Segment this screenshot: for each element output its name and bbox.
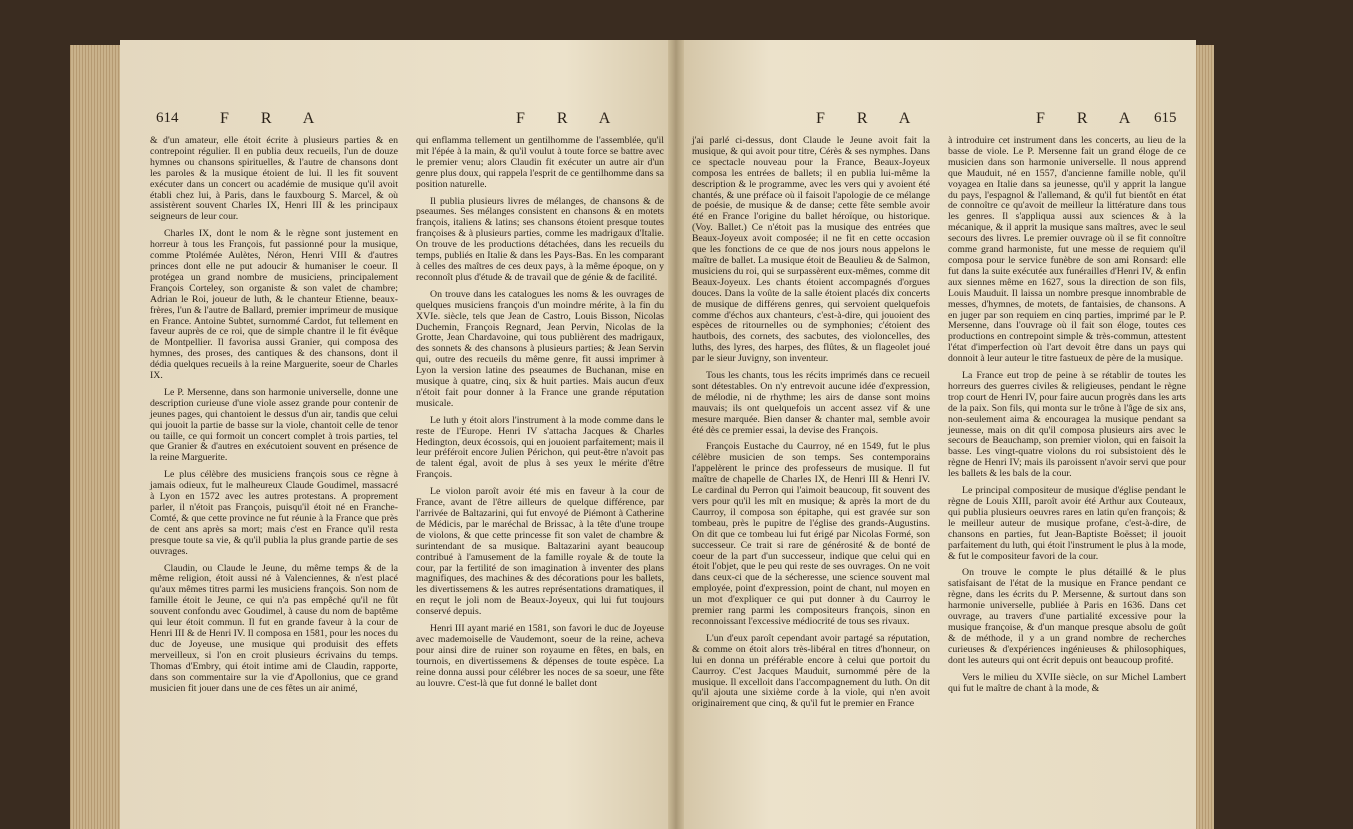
book-page-edges-right xyxy=(1196,45,1214,829)
paragraph: Henri III ayant marié en 1581, son favori le duc de Joyeuse avec mademoiselle de Vaudemont, soeur de la reine, acheva pour ainsi dire de ruiner son royaume en fêtes, en bals, en tournois, en divertissemens & dépenses de toute espèce. La reine donna aussi pour célébrer les noces de sa soeur, une fête au louvre. C'est-là que fut donné le ballet dont xyxy=(416,623,664,689)
right-page xyxy=(676,40,1196,829)
paragraph: Le violon paroît avoir été mis en faveur à la cour de France, avant de l'être ailleurs de quelque différence, par l'arrivée de Baltazarini, qui fut envoyé de Piémont à Catherine de Médicis, par le maréchal de Brissac, à la tête d'une troupe de violons, & que cette princesse fit son valet de chambre & surintendant de sa musique. Baltazarini ayant beaucoup contribué à l'amusement de la famille royale & de toute la cour, par la fertilité de son imagination à inventer des plans magnifiques, des machines & des décorations pour les ballets, les divertissemens & les autres représentations dramatiques, il en reçut le joli nom de Beaux-Joyeux, qui lui fut toujours conservé depuis. xyxy=(416,486,664,618)
book-page-edges-left xyxy=(70,45,122,829)
paragraph: à introduire cet instrument dans les concerts, au lieu de la basse de viole. Le P. Mersenne fait un grand éloge de ce musicien dans son harmonie universelle. Il nous apprend que Mauduit, né en 1557, d'ancienne famille noble, qu'il voyagea en Italie dans sa jeunesse, qu'il y apprit la langue du pays, l'espagnol & l'allemand, & qu'il fut bientôt en état de connoître ce qu'avoit de meilleur la littérature dans tous les genres. Il s'appliqua aussi aux sciences & à la mécanique, & il apprit la musique sans maîtres, avec le seul secours des livres. Le premier ouvrage où il se fit connoître comme grand harmoniste, fut une messe de requiem qu'il composa pour le service funèbre de son ami Ronsard: elle fut dans la suite exécutée aux funérailles d'Henri IV, & enfin aux siennes même en 1627, sous la direction de son fils, Louis Mauduit. Il laissa un nombre presque innombrable de messes, d'hymnes, de motets, de fantaisies, de chansons. A en juger par son requiem en cinq parties, imprimé par le P. Mersenne, dans l'ouvrage où il fait son éloge, toutes ces productions en contrepoint simple & très-commun, attestent l'état d'imperfection où l'art devoit être dans un pays qui donnoit à leur auteur le titre fastueux de père de la musique. xyxy=(948,135,1186,365)
page-number: 615 xyxy=(1154,110,1177,126)
paragraph: & d'un amateur, elle étoit écrite à plusieurs parties & en contrepoint régulier. Il en publia deux recueils, l'un de douze hymnes ou chansons spirituelles, & l'autre de chansons dont les paroles & la musique étoient de lui. Il les fit souvent exécuter dans un concert ou académie de musique qu'il avoit établi chez lui, à Paris, dans le fauxbourg S. Marcel, & où assistèrent souvent Charles IX, Henri III & les principaux seigneurs de leur cour. xyxy=(150,135,398,223)
running-head: F R A xyxy=(816,110,925,127)
text-column xyxy=(416,136,664,700)
page-number: 614 xyxy=(156,110,179,126)
text-column xyxy=(948,136,1186,716)
book-gutter xyxy=(668,40,684,829)
running-head: F R A xyxy=(516,110,625,127)
right-page-columns xyxy=(692,136,1186,716)
running-head: F R A xyxy=(220,110,329,127)
left-page-columns xyxy=(150,136,664,700)
paragraph: j'ai parlé ci-dessus, dont Claude le Jeune avoit fait la musique, & qui avoit pour titre, Cérès & ses nymphes. Dans ce spectacle nouveau pour la France, Beaux-Joyeux composa les entrées de ballets; il en publia lui-même la description & le programme, avec les vers qui y avoient été chantés, & une préface où il faisoit l'apologie de ce mélange de poésie, de musique & de danse; cette fête semble avoir été en France l'origine du ballet héroïque, ou historique. (Voy. Ballet.) Ce n'étoit pas la musique des entrées que Beaux-Joyeux avoit composée; il ne fit en cette occasion que les fonctions de ce que de nos jours nous appelons le maître de ballet. La musique étoit de Beaulieu & de Salmon, musiciens du roi, qui se surpassèrent eux-mêmes, comme dit Beaux-Joyeux. Les chants étoient accompagnés d'orgues douces. Dans la voûte de la salle étoient placés dix concerts de musique de différens genres, qui servoient quelquefois comme d'échos aux chanteurs, c'est-à-dire, qui jouoient des espèces de ritournelles ou de symphonies; c'étoient des hautbois, des cornets, des sacbutes, des violoncelles, des luths, des lyres, des harpes, des flûtes, & un flageolet joué par le sieur Juvigny, son inventeur. xyxy=(692,135,930,365)
text-column xyxy=(692,136,930,716)
text-column xyxy=(150,136,398,700)
left-page-header xyxy=(120,110,676,134)
paragraph: Il publia plusieurs livres de mélanges, de chansons & de pseaumes. Ses mélanges consistent en chansons & en motets françois, italiens & latins; ses chansons étoient presque toutes françoises & à plusieurs parties, comme les madrigaux d'Italie. On trouve de les productions détachées, dans les recueils du temps, publiés en Italie & dans les Pays-Bas. En les comparant à celles des maîtres de ces deux pays, à la même époque, on y reconnoît plus d'étude & de travail que de génie & de facilité. xyxy=(416,195,664,283)
paragraph: Le luth y étoit alors l'instrument à la mode comme dans le reste de l'Europe. Henri IV s'attacha Jacques & Charles Hedington, deux écossois, qui en jouoient parfaitement; mais il leur préféroit encore Julien Périchon, qui peut-être n'avoit pas de talent égal, avoit de plus à ses yeux le mérite d'être François. xyxy=(416,414,664,481)
paragraph: On trouve le compte le plus détaillé & le plus satisfaisant de l'état de la musique en France pendant ce règne, dans les écrits du P. Mersenne, & surtout dans son harmonie universelle, publiée à Paris en 1636. Dans cet ouvrage, au travers d'une partialité excessive pour la musique françoise, & d'un manque presque absolu de goût & de méthode, il y a un grand nombre de recherches curieuses & d'expériences ingénieuses & philosophiques, dont les auteurs qui ont écrit depuis ont beaucoup profité. xyxy=(948,567,1186,666)
paragraph: qui enflamma tellement un gentilhomme de l'assemblée, qu'il mit l'épée à la main, & qu'il voulut à toute force se battre avec le premier venu; alors Claudin fit exécuter un autre air d'un genre plus doux, qui rappela l'esprit de ce gentilhomme dans sa position naturelle. xyxy=(416,135,664,190)
paragraph: Le principal compositeur de musique d'église pendant le règne de Louis XIII, paroît avoir été Arthur aux Couteaux, qui publia plusieurs oeuvres rares en latin qu'en françois; & le meilleur auteur de musique profane, c'est-à-dire, de chansons en parties, fut Jean-Baptiste Boësset; il jouoit parfaitement du luth, qui étoit l'instrument le plus à la mode, & fut le compositeur favori de la cour. xyxy=(948,485,1186,562)
paragraph: Charles IX, dont le nom & le règne sont justement en horreur à tous les François, fut passionné pour la musique, comme Ptolémée Aulètes, Néron, Henri VIII & d'autres princes dont elle ne put adoucir & humaniser le coeur. Il protégea un grand nombre de musiciens, principalement François Corteley, son organiste & son valet de chambre; Adrian le Roi, joueur de luth, & le chanteur Etienne, beaux-frères, l'un & l'autre de Ballard, premier imprimeur de musique en France. Antoine Subtet, surnommé Cardot, fut tellement en faveur auprès de ce roi, que de simple chantre il le fit évêque de Montpellier. Il favorisa aussi Granier, qui composa des hymnes, des proses, des cantiques & des chansons, dont il dédia quelques recueils à la reine Marguerite, soeur de Charles IX. xyxy=(150,228,398,382)
paragraph: Claudin, ou Claude le Jeune, du même temps & de la même religion, étoit aussi né à Valenciennes, & n'est placé qu'aux mêmes titres parmi les musiciens françois. Son nom de famille étoit le Jeune, ce qui n'a pas empêché qu'il ne fût souvent confondu avec Goudimel, à cause du nom de baptême qui leur étoit commun. Il fut en grande faveur à la cour de Henri III & de Henri IV. Il composa en 1581, pour les noces du duc de Joyeuse, une musique qui produisit des effets merveilleux, si l'on en croit plusieurs écrivains du temps. Thomas d'Embry, qui étoit intime ami de Claudin, rapporte, dans son commentaire sur la vie d'Apollonius, que ce grand musicien fit jouer dans une de ces fêtes un air animé, xyxy=(150,562,398,694)
paragraph: Le P. Mersenne, dans son harmonie universelle, donne une description curieuse d'une viole assez grande pour contenir de jeunes pages, qui chantoient le dessus d'un air, tandis que celui qui jouoit la partie de basse sur la viole, chantoit celle de tenor ou taille, ce qui formoit un concert complet à trois parties, tel que Granier & d'autres en exécutoient souvent en présence de la reine Marguerite. xyxy=(150,386,398,464)
right-page-header xyxy=(676,110,1196,134)
paragraph: Le plus célèbre des musiciens françois sous ce règne à jamais odieux, fut le malheureux Claude Goudimel, massacré à Lyon en 1572 avec les autres protestans. A proprement parler, il n'étoit pas François, puisqu'il étoit né en Franche-Comté, & que cette province ne fut réunie à la France que près de cent ans après sa mort; mais c'est en France qu'il resta presque toute sa vie, & qu'il publia la plus grande partie de ses ouvrages. xyxy=(150,469,398,557)
left-page xyxy=(120,40,676,829)
paragraph: On trouve dans les catalogues les noms & les ouvrages de quelques musiciens françois d'un moindre mérite, à la fin du XVIe. siècle, tels que Jean de Castro, Louis Bisson, Nicolas Duchemin, François Regnard, Jean Pervin, Nicolas de la Grotte, Jean Chardavoine, qui tous publièrent des madrigaux, des sonnets & des chansons à plusieurs parties; & Jean Servin qui, outre des recueils du même genre, fit aussi imprimer à Lyon la version latine des pseaumes de Buchanan, mise en musique à quatre, cinq, six & huit parties. Mais aucun d'eux n'étoit fait pour donner à la France une grande réputation musicale. xyxy=(416,288,664,409)
paragraph: Tous les chants, tous les récits imprimés dans ce recueil sont détestables. On n'y entrevoit aucune idée d'expression, de mélodie, ni de rhythme; les airs de danse sont moins mauvais; ils ont quelquefois un accent assez vif & une mesure marquée. Bien danser & chanter mal, semble avoir été dès ce premier essai, la devise des François. xyxy=(692,370,930,436)
paragraph: La France eut trop de peine à se rétablir de toutes les horreurs des guerres civiles & religieuses, pendant le règne trop court de Henri IV, pour faire aucun progrès dans les arts de la paix. Son fils, qui monta sur le trône à l'âge de six ans, non-seulement aima & encouragea la musique pendant sa jeunesse, mais on dit qu'il composa plusieurs airs avec le secours de Beauchamp, son premier violon, qui en faisoit la basse. Les vingt-quatre violons du roi subsistoient dès le règne de Henri IV; mais ils paroissent n'avoir servi que pour les ballets & les bals de la cour. xyxy=(948,370,1186,480)
paragraph: L'un d'eux paroît cependant avoir partagé sa réputation, & comme on étoit alors très-libéral en titres d'honneur, on lui en donna un préférable encore à celui que portoit du Caurroy. C'est Jacques Mauduit, surnommé père de la musique. Il excelloit dans l'accompagnement du luth. On dit qu'il ajouta une sixième corde à la viole, qui n'en avoit originairement que cinq, & qu'il fut le premier en France xyxy=(692,632,930,710)
paragraph: Vers le milieu du XVIIe siècle, on sur Michel Lambert qui fut le maître de chant à la mode, & xyxy=(948,671,1186,694)
running-head: F R A xyxy=(1036,110,1145,127)
paragraph: François Eustache du Caurroy, né en 1549, fut le plus célèbre musicien de son temps. Ses contemporains l'appelèrent le prince des professeurs de musique. Il fut maître de chapelle de Charles IX, de Henri III & Henri IV. Le cardinal du Perron qui l'aimoit beaucoup, fit souvent des vers pour qu'il les mît en musique; & après la mort de du Caurroy, il composa son épitaphe, qui est gravée sur son tombeau, près le pupitre de l'église des grands-Augustins. On dit que ce tombeau lui fut érigé par Nicolas Formé, son successeur. Ce trait si rare de générosité & de bonté de coeur de la part d'un successeur, indique que celui qui en étoit l'objet, que le peu qui reste de ses ouvrages. On ne voit dans ceux-ci que de la sécheresse, une science souvent mal employée, point d'expression, point de chant, nul moyen en un mot d'expliquer ce qui put donner à du Caurroy le premier rang parmi les compositeurs françois, sinon en reconnoissant l'excessive médiocrité de tous ses rivaux. xyxy=(692,441,930,627)
